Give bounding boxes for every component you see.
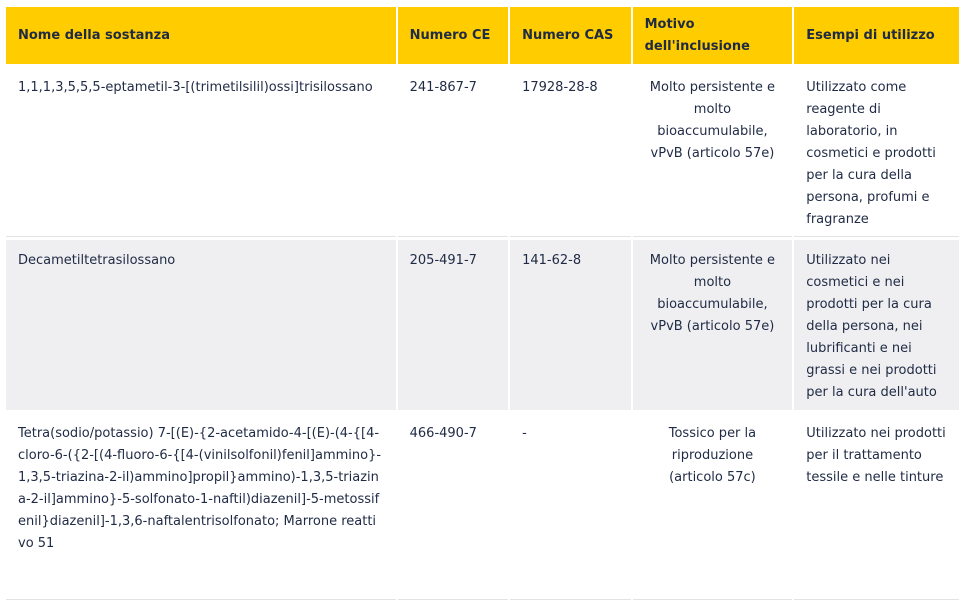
header-substance-name: Nome della sostanza xyxy=(6,7,396,67)
table-row xyxy=(6,413,959,603)
cell-cas-number: - xyxy=(510,413,631,603)
header-cas-number: Numero CAS xyxy=(510,7,631,67)
cell-inclusion-reason: Tossico per la riproduzione (articolo 57c) xyxy=(633,413,793,603)
table-header xyxy=(6,7,959,67)
header-row xyxy=(6,7,959,67)
cell-substance-name: 1,1,1,3,5,5,5-eptametil-3-[(trimetilsilil)ossi]trisilossano xyxy=(6,67,396,240)
table-body xyxy=(6,67,959,603)
cell-ec-number: 205-491-7 xyxy=(398,240,508,413)
cell-substance-name: Decametiltetrasilossano xyxy=(6,240,396,413)
table-row xyxy=(6,67,959,240)
substance-table xyxy=(4,7,961,603)
cell-ec-number: 466-490-7 xyxy=(398,413,508,603)
header-inclusion-reason: Motivo dell'inclusione xyxy=(633,7,793,67)
cell-use-examples: Utilizzato nei cosmetici e nei prodotti per la cura della persona, nei lubrificanti e nei grassi e nei prodotti per la cura dell'auto xyxy=(794,240,959,413)
cell-inclusion-reason: Molto persistente e molto bioaccumulabile, vPvB (articolo 57e) xyxy=(633,67,793,240)
cell-inclusion-reason: Molto persistente e molto bioaccumulabile, vPvB (articolo 57e) xyxy=(633,240,793,413)
cell-cas-number: 141-62-8 xyxy=(510,240,631,413)
table-row xyxy=(6,240,959,413)
substance-table-container xyxy=(6,7,959,603)
header-ec-number: Numero CE xyxy=(398,7,508,67)
cell-use-examples: Utilizzato nei prodotti per il trattamento tessile e nelle tinture xyxy=(794,413,959,603)
header-use-examples: Esempi di utilizzo xyxy=(794,7,959,67)
cell-cas-number: 17928-28-8 xyxy=(510,67,631,240)
cell-ec-number: 241-867-7 xyxy=(398,67,508,240)
cell-use-examples: Utilizzato come reagente di laboratorio, in cosmetici e prodotti per la cura della persona, profumi e fragranze xyxy=(794,67,959,240)
cell-substance-name: Tetra(sodio/potassio) 7-[(E)-{2-acetamido-4-[(E)-(4-{[4-cloro-6-({2-[(4-fluoro-6-{[4-(vinilsolfonil)fenil]ammino}-1,3,5-triazina-2-il)ammino]propil}ammino)-1,3,5-triazina-2-il]ammino}-5-solfonato-1-naftil)diazenil]-5-metossifenil}diazenil]-1,3,6-naftalentrisolfonato; Marrone reattivo 51 xyxy=(6,413,396,603)
